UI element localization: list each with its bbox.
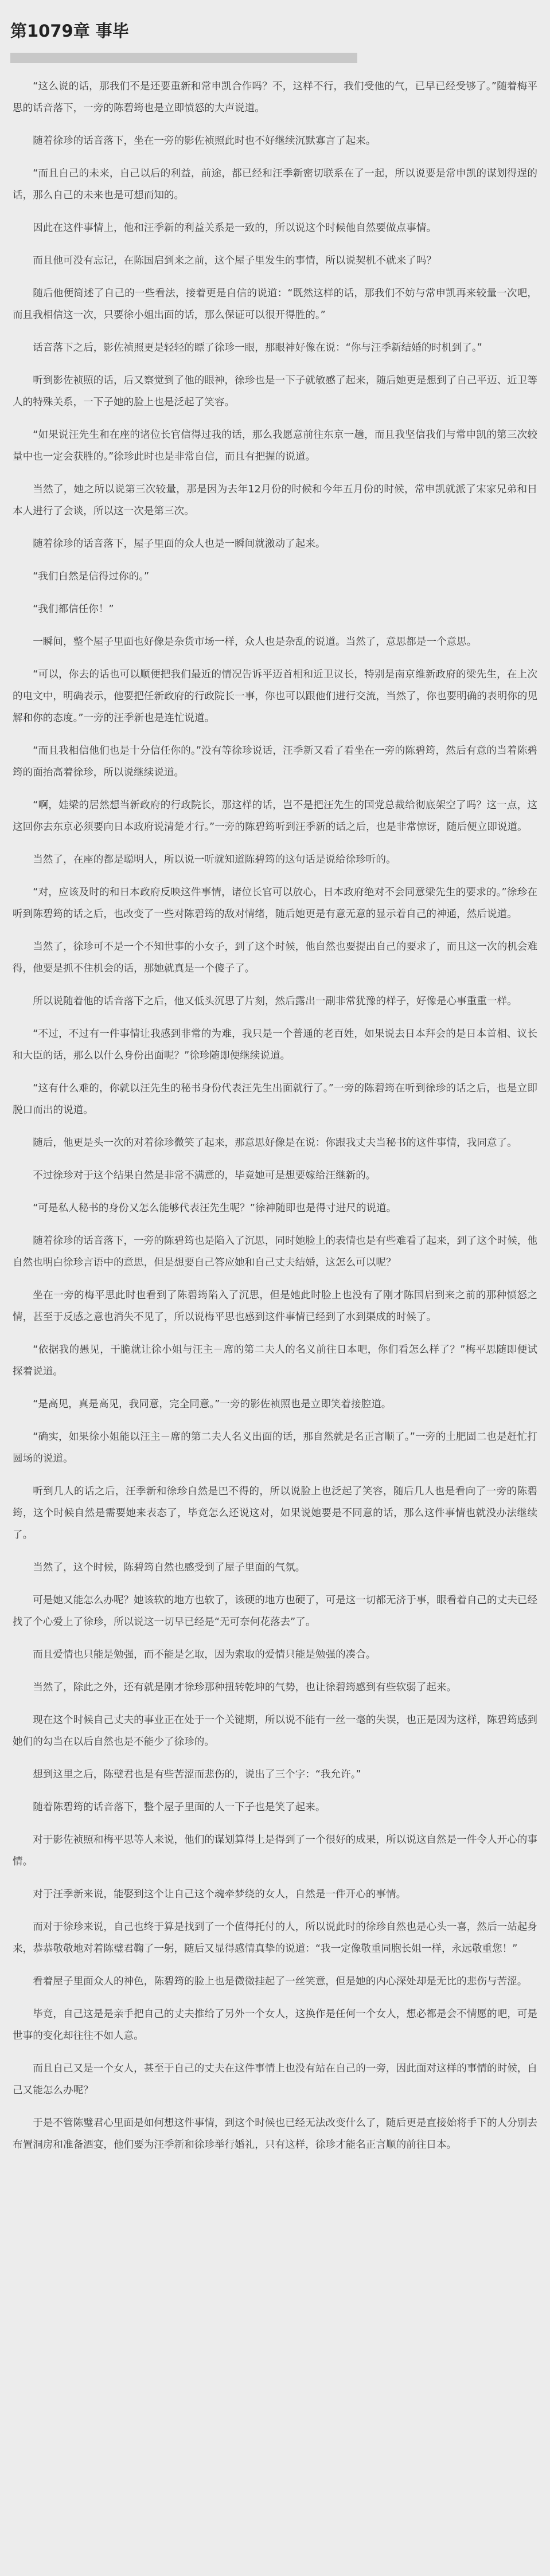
paragraph: 随着陈碧筠的话音落下，整个屋子里面的人一下子也是笑了起来。 — [33, 1802, 326, 1813]
paragraph: “可是私人秘书的身份又怎么能够代表汪先生呢？”徐神随即也是得寸进尺的说道。 — [33, 1203, 397, 1214]
paragraph: “对，应该及时的和日本政府反映这件事情，诸位长官可以放心，日本政府绝对不会同意梁先生的要求的。”徐珍在听到陈碧筠的话之后，也改变了一些对陈碧筠的敌对情绪，随后她更是有意无意的显示着自己的神通，然后说道。 — [13, 887, 537, 920]
paragraph: 现在这个时候自己丈夫的事业正在处于一个关键期，所以说不能有一丝一毫的失误，也正是因为这样，陈碧筠感到她们的勾当在以后自然也是不能少了徐珍的。 — [13, 1714, 537, 1748]
paragraph: 想到这里之后，陈璧君也是有些苦涩而悲伤的，说出了三个字：“我允许。” — [33, 1769, 361, 1780]
paragraph: “不过，不过有一件事情让我感到非常的为难，我只是一个普通的老百姓，如果说去日本拜会的是日本首相、议长和大臣的话，那么以什么身份出面呢？”徐珍随即便继续说道。 — [13, 1028, 537, 1062]
paragraph: “我们都信任你！” — [33, 604, 114, 615]
paragraph: 不过徐珍对于这个结果自然是非常不满意的，毕竟她可是想要嫁给汪继新的。 — [33, 1170, 376, 1181]
paragraph: 毕竟，自己这是是亲手把自己的丈夫推给了另外一个女人，这换作是任何一个女人，想必都是会不情愿的吧，可是世事的变化却往往不如人意。 — [13, 2009, 537, 2042]
paragraph: “确实，如果徐小姐能以汪主－席的第二夫人名义出面的话，那自然就是名正言顺了。”一旁的土肥固二也是赶忙打圆场的说道。 — [13, 1431, 537, 1465]
paragraph: 随着徐珍的话音落下，屋子里面的众人也是一瞬间就激动了起来。 — [33, 538, 326, 550]
paragraph: “这么说的话，那我们不是还要重新和常申凯合作吗？不，这样不行，我们受他的气，已早已经受够了。”随着梅平思的话音落下，一旁的陈碧筠也是立即愤怒的大声说道。 — [13, 81, 537, 114]
paragraph: 话音落下之后，影佐祯照更是轻轻的瞟了徐珍一眼，那眼神好像在说：“你与汪季新结婚的时机到了。” — [33, 342, 482, 354]
paragraph: “可以，你去的话也可以顺便把我们最近的情况告诉平迈首相和近卫议长，特别是南京维新政府的梁先生，在上次的电文中，明确表示，他要把任新政府的行政院长一事，你也可以跟他们进行交流，当然了，你也要明确的表明你的见解和你的态度。”一旁的汪季新也是连忙说道。 — [13, 669, 537, 724]
title-divider — [10, 53, 357, 63]
paragraph: 听到几人的话之后，汪季新和徐珍自然是巴不得的，所以说脸上也泛起了笑容，随后几人也是看向了一旁的陈碧筠，这个时候自然是需要她来表态了，毕竟怎么还说这对，如果说她要是不同意的话，那么这件事情也就没办法继续了。 — [13, 1486, 537, 1541]
paragraph: 一瞬间，整个屋子里面也好像是杂货市场一样，众人也是杂乱的说道。当然了，意思都是一个意思。 — [33, 636, 477, 648]
paragraph: 随后，他更是头一次的对着徐珍微笑了起来，那意思好像是在说：你跟我丈夫当秘书的这件事情，我同意了。 — [33, 1137, 517, 1149]
paragraph: 而且他可没有忘记，在陈国启到来之前，这个屋子里发生的事情，所以说契机不就来了吗？ — [33, 255, 436, 267]
paragraph: 听到影佐祯照的话，后又察觉到了他的眼神，徐珍也是一下子就敏感了起来，随后她更是想到了自己平迈、近卫等人的特殊关系，一下子她的脸上也是泛起了笑容。 — [13, 375, 537, 408]
paragraph: 随后他便简述了自己的一些看法，接着更是自信的说道：“既然这样的话，那我们不妨与常申凯再来较量一次吧，而且我相信这一次，只要徐小姐出面的话，那么保证可以很开得胜的。” — [13, 288, 537, 321]
paragraph: 对于汪季新来说，能娶到这个让自己这个魂牵梦绕的女人，自然是一件开心的事情。 — [33, 1889, 407, 1900]
paragraph: 随着徐珍的话音落下，一旁的陈碧筠也是陷入了沉思，同时她脸上的表情也是有些难看了起来，到了这个时候，他自然也明白徐珍言语中的意思，但是想要自己答应她和自己丈夫结婚，这怎么可以呢？ — [13, 1235, 537, 1269]
paragraph: “我们自然是信得过你的。” — [33, 571, 150, 582]
paragraph: “这有什么难的，你就以汪先生的秘书身份代表汪先生出面就行了。”一旁的陈碧筠在听到徐珍的话之后，也是立即脱口而出的说道。 — [13, 1083, 537, 1116]
paragraph: 当然了，这个时候，陈碧筠自然也感受到了屋子里面的气氛。 — [33, 1562, 306, 1573]
paragraph: “而且自己的未来，自己以后的利益，前途，都已经和汪季新密切联系在了一起，所以说要是常申凯的谋划得逞的话，那么自己的未来也是可想而知的。 — [13, 168, 537, 201]
chapter-content — [10, 76, 540, 2156]
paragraph: 而且自己又是一个女人，甚至于自己的丈夫在这件事情上也没有站在自己的一旁，因此面对这样的事情的时候，自己又能怎么办呢？ — [13, 2063, 537, 2096]
paragraph: “而且我相信他们也是十分信任你的。”没有等徐珍说话，汪季新又看了看坐在一旁的陈碧筠，然后有意的当着陈碧筠的面抬高着徐珍，所以说继续说道。 — [13, 745, 537, 778]
paragraph: “是高见，真是高见，我同意，完全同意。”一旁的影佐祯照也是立即笑着接腔道。 — [33, 1399, 392, 1410]
paragraph: 所以说随着他的话音落下之后，他又低头沉思了片刻，然后露出一副非常犹豫的样子，好像是心事重重一样。 — [33, 996, 517, 1007]
paragraph: 看着屋子里面众人的神色，陈碧筠的脸上也是微微挂起了一丝笑意，但是她的内心深处却是无比的悲伤与苦涩。 — [33, 1976, 528, 1987]
paragraph: 可是她又能怎么办呢？她该软的地方也软了，该硬的地方也硬了，可是这一切都无济于事，眼看着自己的丈夫已经找了个心爱上了徐珍，所以说这一切早已经是“无可奈何花落去”了。 — [13, 1595, 537, 1628]
chapter-title: 第1079章 事毕 — [10, 21, 129, 41]
paragraph: 对于影佐祯照和梅平思等人来说，他们的谋划算得上是得到了一个很好的成果，所以说这自然是一件令人开心的事情。 — [13, 1834, 537, 1868]
paragraph: 因此在这件事情上，他和汪季新的利益关系是一致的，所以说这个时候他自然要做点事情。 — [33, 222, 436, 234]
paragraph: “如果说汪先生和在座的诸位长官信得过我的话，那么我愿意前往东京一趟，而且我坚信我们与常申凯的第三次较量中也一定会获胜的。”徐珍此时也是非常自信，而且有把握的说道。 — [13, 429, 537, 463]
paragraph: 于是不管陈璧君心里面是如何想这件事情，到这个时候也已经无法改变什么了，随后更是直接始将手下的人分别去布置洞房和准备酒宴，他们要为汪季新和徐珍举行婚礼，只有这样，徐珍才能名正言顺的前往日本。 — [13, 2117, 537, 2151]
paragraph: 当然了，徐珍可不是一个不知世事的小女子，到了这个时候，他自然也要提出自己的要求了，而且这一次的机会难得，他要是抓不住机会的话，那她就真是一个傻子了。 — [13, 941, 537, 974]
paragraph: 当然了，除此之外，还有就是刚才徐珍那种扭转乾坤的气势，也让徐碧筠感到有些软弱了起来。 — [33, 1682, 457, 1693]
paragraph: 随着徐珍的话音落下，坐在一旁的影佐祯照此时也不好继续沉默寡言了起来。 — [33, 135, 376, 147]
paragraph: 当然了，在座的都是聪明人，所以说一听就知道陈碧筠的这句话是说给徐珍听的。 — [33, 854, 396, 866]
paragraph: “依据我的愚见，干脆就让徐小姐与汪主－席的第二夫人的名义前往日本吧，你们看怎么样了？”梅平思随即便试探着说道。 — [13, 1344, 537, 1377]
paragraph: 而且爱情也只能是勉强，而不能是乞取，因为索取的爱情只能是勉强的凑合。 — [33, 1649, 376, 1661]
paragraph: 而对于徐珍来说，自己也终于算是找到了一个值得托付的人，所以说此时的徐珍自然也是心头一喜，然后一站起身来，恭恭敬敬地对着陈璧君鞠了一躬，随后又显得感情真挚的说道：“我一定像敬重同胞长姐一样，永远敬重您！” — [13, 1921, 537, 1955]
paragraph: 坐在一旁的梅平思此时也看到了陈碧筠陷入了沉思，但是她此时脸上也没有了刚才陈国启到来之前的那种愤怒之情，甚至于反感之意也消失不见了，所以说梅平思也感到这件事情已经到了水到渠成的时候了。 — [13, 1290, 537, 1323]
paragraph: “啊，娃梁的居然想当新政府的行政院长，那这样的话，岂不是把汪先生的国党总裁给彻底架空了吗？这一点，这这回你去东京必须要向日本政府说清楚才行。”一旁的陈碧筠听到汪季新的话之后，也是非常惊讶，随后便立即说道。 — [13, 800, 537, 833]
paragraph: 当然了，她之所以说第三次较量，那是因为去年12月份的时候和今年五月份的时候，常申凯就派了宋家兄弟和日本人进行了会谈，所以这一次是第三次。 — [13, 484, 537, 517]
